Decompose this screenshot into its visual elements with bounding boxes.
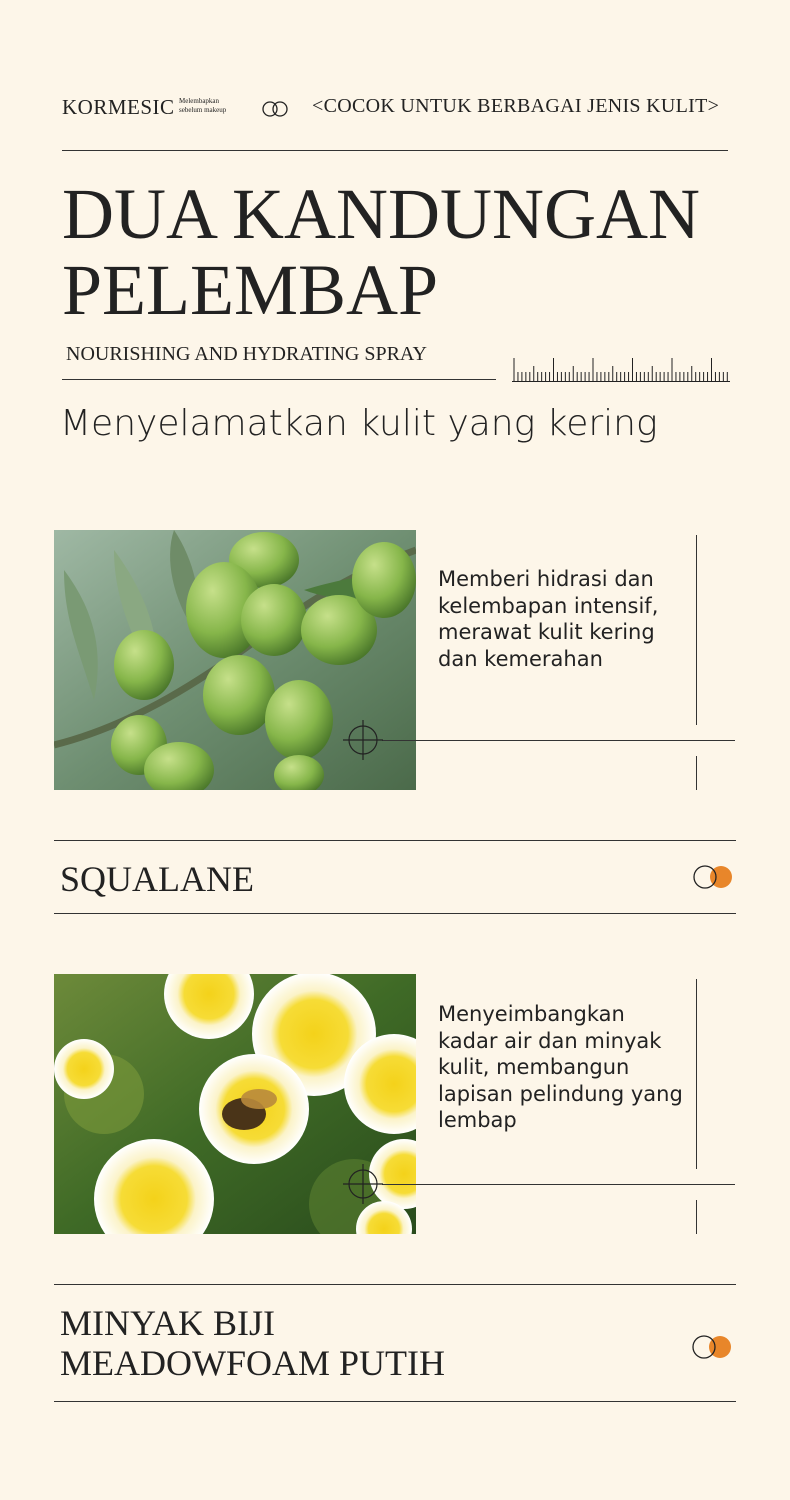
ingredient-2-vertical-line bbox=[696, 979, 697, 1169]
brand-subtitle bbox=[179, 97, 226, 115]
ingredient-2-pointer-line bbox=[382, 1184, 735, 1185]
ingredient-1-short-tick bbox=[696, 756, 697, 790]
rings-icon bbox=[260, 100, 290, 118]
ingredient-1-vertical-line bbox=[696, 535, 697, 725]
brand-subtitle-line-2: sebelum makeup bbox=[179, 106, 227, 114]
crosshair-icon bbox=[341, 718, 385, 762]
ingredient-1-name bbox=[60, 859, 254, 899]
lead-text: Menyelamatkan kulit yang kering bbox=[60, 403, 658, 444]
ingredient-1-name-line-1: SQUALANE bbox=[60, 859, 254, 899]
subtitle: NOURISHING AND HYDRATING SPRAY bbox=[66, 343, 427, 365]
brand-name: KORMESIC bbox=[62, 95, 175, 119]
ingredient-2-name-line-1: MINYAK BIJI bbox=[60, 1303, 275, 1343]
ingredient-2-description: Menyeimbangkan kadar air dan minyak kulit, membangun lapisan pelindung yang lembap bbox=[438, 1002, 683, 1132]
ruler-scale bbox=[512, 356, 730, 382]
ingredient-1-description: Memberi hidrasi dan kelembapan intensif, merawat kulit kering dan kemerahan bbox=[438, 567, 659, 671]
subtitle-underline bbox=[62, 379, 496, 380]
toggle-dots-icon bbox=[692, 865, 736, 889]
ingredient-1-name-bottom-rule bbox=[54, 913, 736, 914]
header-divider bbox=[62, 150, 728, 151]
ingredient-1-name-top-rule bbox=[54, 840, 736, 841]
toggle-dots-icon bbox=[691, 1335, 735, 1359]
tagline: <COCOK UNTUK BERBAGAI JENIS KULIT> bbox=[312, 95, 720, 117]
page-title bbox=[62, 176, 700, 328]
page-title-line-1: DUA KANDUNGAN bbox=[62, 174, 700, 254]
page-title-line-2: PELEMBAP bbox=[62, 250, 439, 330]
brand-subtitle-line-1: Melembapkan bbox=[179, 97, 220, 105]
crosshair-icon bbox=[341, 1162, 385, 1206]
ingredient-1-pointer-line bbox=[382, 740, 735, 741]
ingredient-2-name-line-2: MEADOWFOAM PUTIH bbox=[60, 1343, 445, 1383]
ingredient-2-name bbox=[60, 1303, 445, 1383]
ingredient-2-name-bottom-rule bbox=[54, 1401, 736, 1402]
ingredient-2-short-tick bbox=[696, 1200, 697, 1234]
ingredient-2-name-top-rule bbox=[54, 1284, 736, 1285]
